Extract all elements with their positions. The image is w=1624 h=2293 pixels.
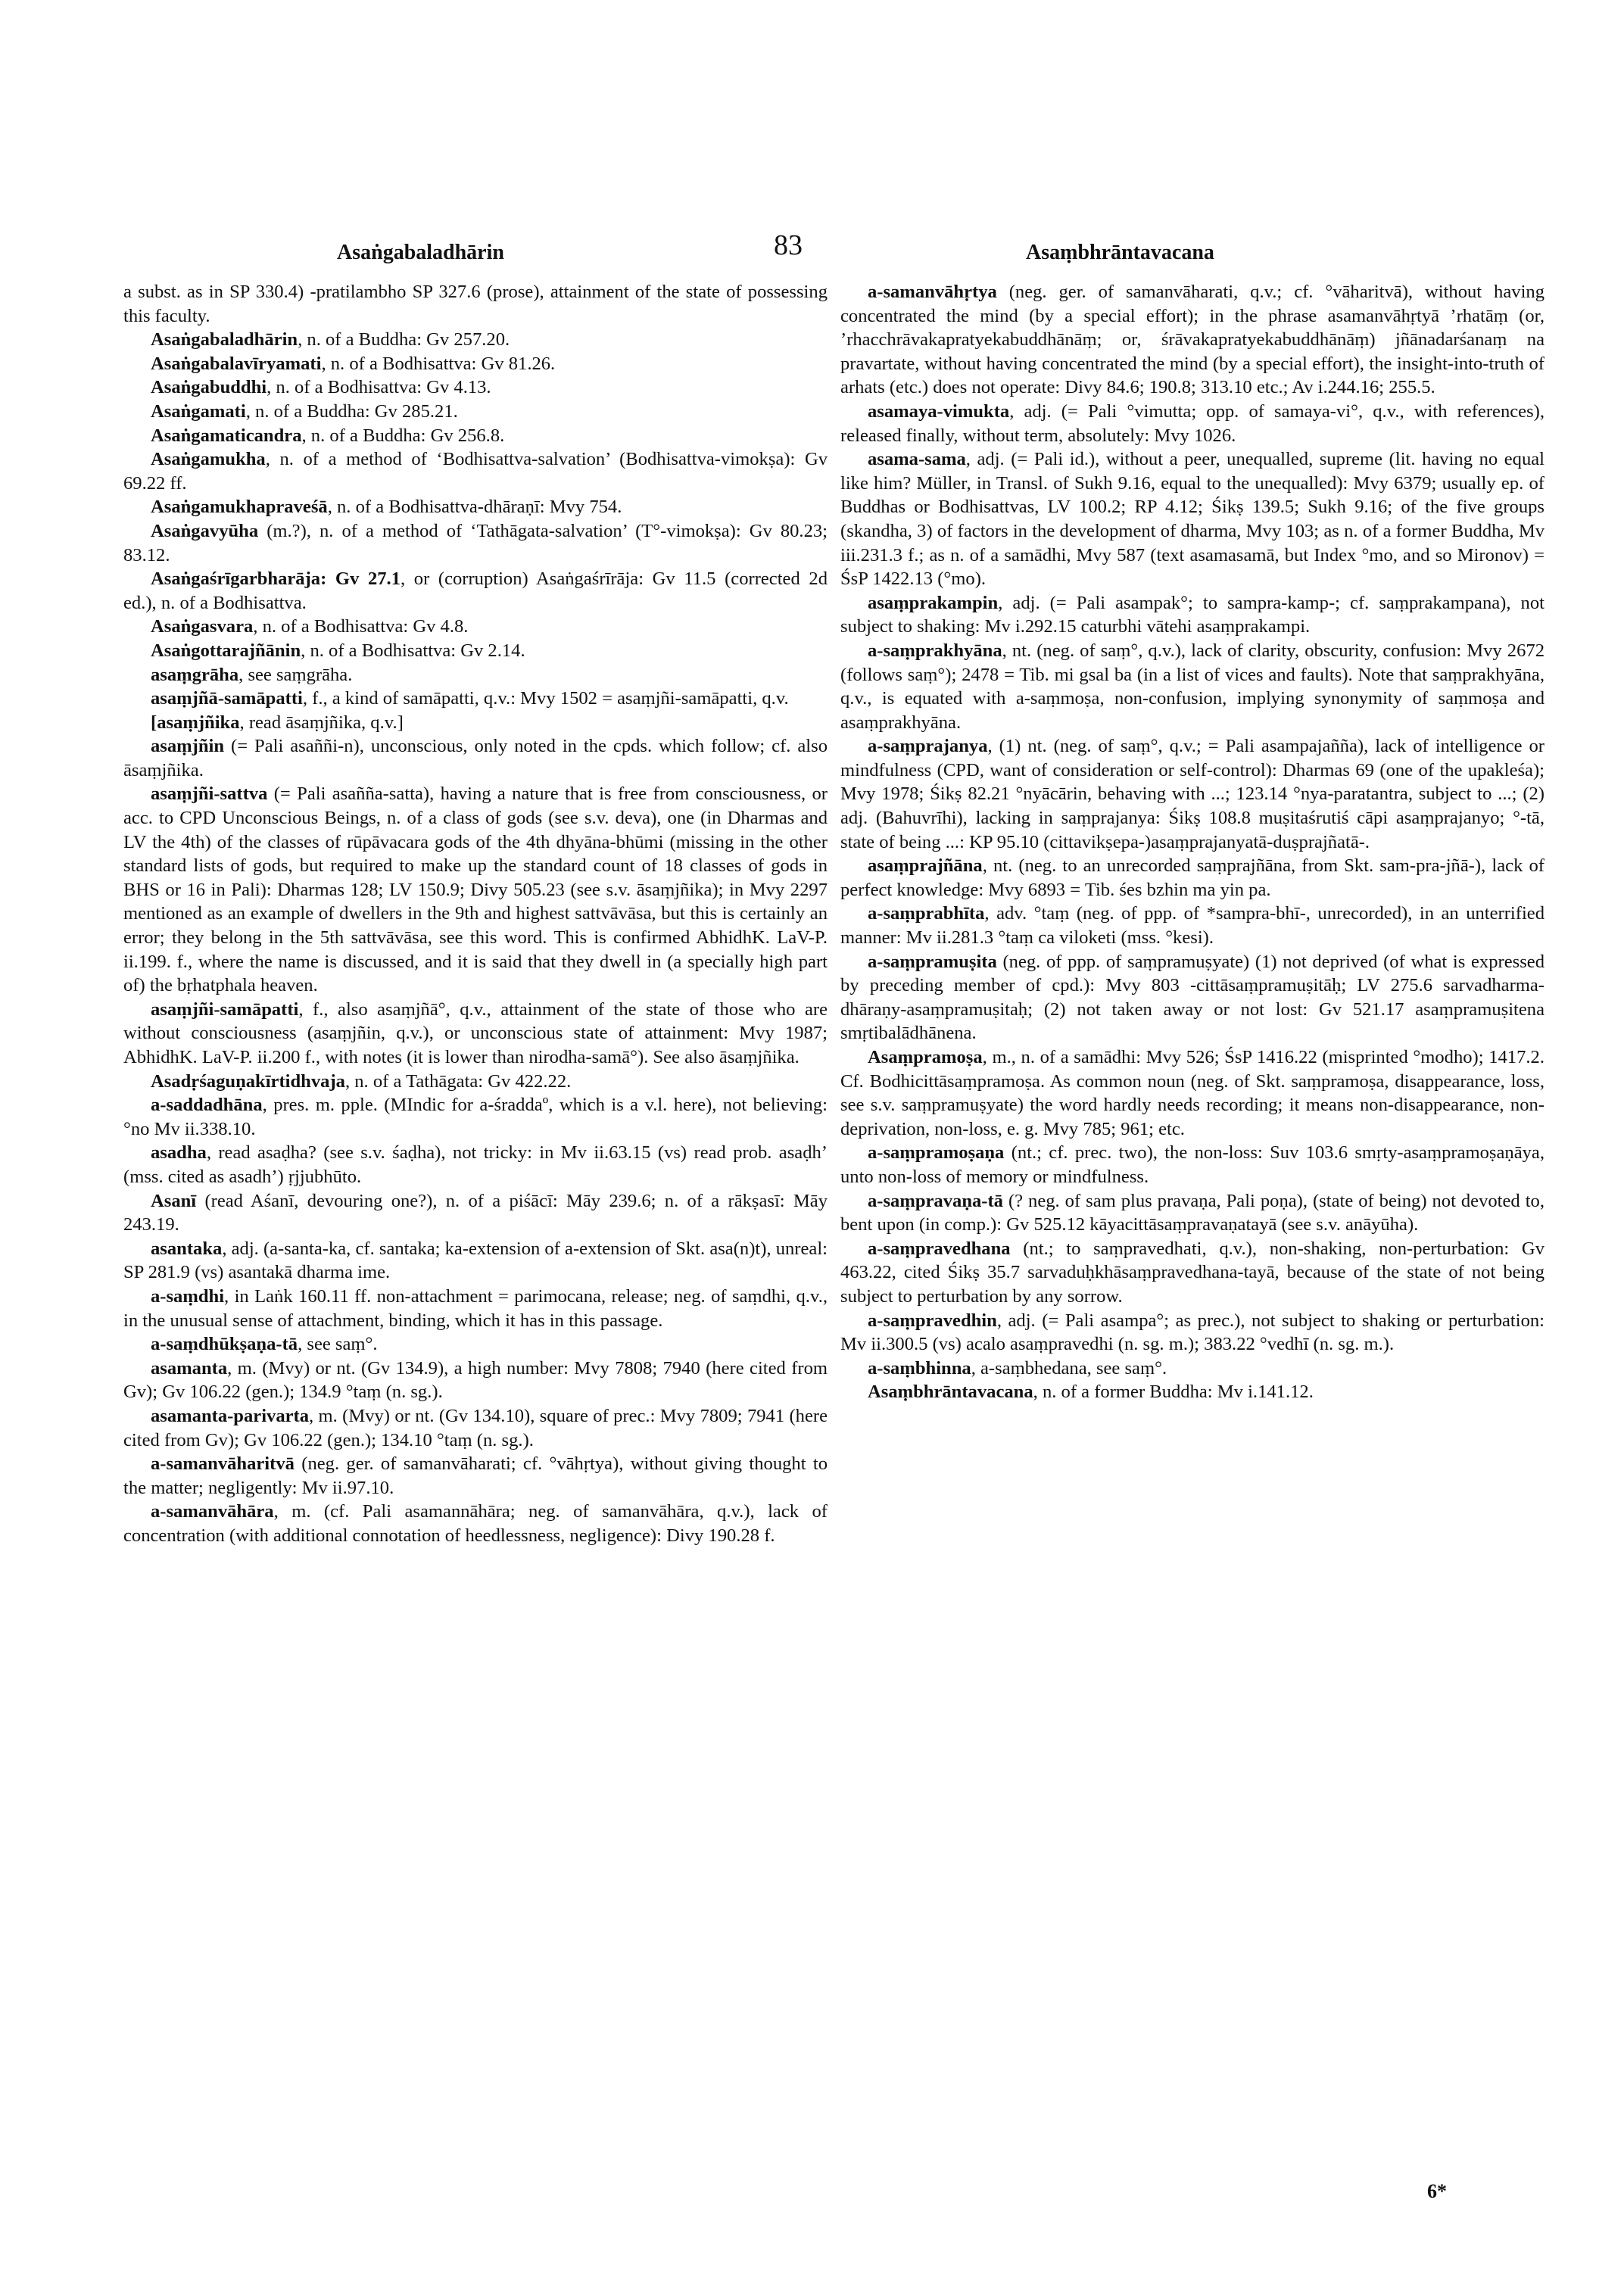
page-number: 83 <box>774 229 803 261</box>
dictionary-entry: a-samanvāharitvā (neg. ger. of samanvāharati; cf. °vāhṛtya), without giving thought to the matter; negligently: Mv ii.97.10. <box>123 1453 828 1498</box>
dictionary-entry: a-saṃprajanya, (1) nt. (neg. of saṃ°, q.v.; = Pali asampajañña), lack of intelligence or mindfulness (CPD, want of consideration or self-control): Dharmas 69 (one of the upakleśa); Mvy 1978; Śikṣ 82.21 °nyācārin, behaving with ...; 123.14 °nya-paratantra, subject to ...; (2) adj. (Bahuvrīhi), lacking in saṃprajanya: Śikṣ 108.8 muṣitaśrutiś cāpi asaṃprajanyo; °-tā, state of being ...: KP 95.10 (cittavikṣepa-)asaṃprajanyatā-duṣprajñatā-. <box>840 736 1545 852</box>
dictionary-entry: Asaṅgottarajñānin, n. of a Bodhisattva: Gv 2.14. <box>151 640 525 661</box>
right-column <box>840 280 1545 1404</box>
dictionary-entry: asantaka, adj. (a-santa-ka, cf. santaka; ka-extension of a-extension of Skt. asa(n)t), unreal: SP 281.9 (vs) asantakā dharma ime. <box>123 1238 828 1283</box>
running-head-left: Asaṅgabaladhārin <box>337 241 504 264</box>
dictionary-entry: Asaṃpramoṣa, m., n. of a samādhi: Mvy 526; ŚsP 1416.22 (misprinted °modho); 1417.2. Cf. Bodhicittāsaṃpramoṣa. As common noun (neg. of Skt. saṃpramoṣa, disappearance, loss, see s.v. saṃpramuṣyate) the word hardly needs recording; it means non-disappearance, non-deprivation, non-loss, e. g. Mvy 785; 961; etc. <box>840 1047 1545 1139</box>
signature-mark: 6* <box>1427 2180 1447 2202</box>
dictionary-entry: a-saṃbhinna, a-saṃbhedana, see saṃ°. <box>868 1357 1167 1379</box>
left-column <box>123 280 828 1547</box>
dictionary-entry: [asaṃjñika, read āsaṃjñika, q.v.] <box>151 712 404 733</box>
dictionary-entry: Asaṅgabuddhi, n. of a Bodhisattva: Gv 4.13. <box>151 377 491 398</box>
dictionary-entry: Asaṅgavyūha (m.?), n. of a method of ‘Tathāgata-salvation’ (T°-vimokṣa): Gv 80.23; 83.12. <box>123 520 828 565</box>
dictionary-entry: Asaṅgamukha, n. of a method of ‘Bodhisattva-salvation’ (Bodhisattva-vimokṣa): Gv 69.22 ff. <box>123 449 828 494</box>
dictionary-entry: asaṃjñā-samāpatti, f., a kind of samāpatti, q.v.: Mvy 1502 = asaṃjñi-samāpatti, q.v. <box>151 688 789 709</box>
dictionary-entry: asaṃgrāha, see saṃgrāha. <box>151 664 353 685</box>
dictionary-entry: a-saṃprakhyāna, nt. (neg. of saṃ°, q.v.), lack of clarity, obscurity, confusion: Mvy 2672 (follows saṃ°); 2478 = Tib. mi gsal ba (in a list of vices and faults). Note that saṃprakhyāna, q.v., is equated with a-saṃmoṣa, non-confusion, implying synonymity of saṃmoṣa and asaṃprakhyāna. <box>840 640 1545 733</box>
dictionary-entry: asaṃjñi-sattva (= Pali asañña-satta), having a nature that is free from consciousness, or acc. to CPD Unconscious Beings, n. of a class of gods (see s.v. deva), one (in Dharmas and LV the 4th) of the classes of rūpāvacara gods of the 4th dhyāna-bhūmi (missing in the other standard lists of gods, but required to make up the standard count of 18 classes of gods in BHS or 16 in Pali): Dharmas 128; LV 150.9; Divy 505.23 (see s.v. āsaṃjñika); in Mvy 2297 mentioned as an example of dwellers in the 9th and highest sattvāvāsa, but this is certainly an error; they belong in the 5th sattvāvāsa, see this word. This is confirmed AbhidhK. LaV-P. ii.199. f., where the name is discussed, and it is said that they dwell in (a specially high part of) the bṛhatphala heaven. <box>123 784 828 996</box>
dictionary-entry: a-saddadhāna, pres. m. pple. (MIndic for a-śraddaº, which is a v.l. here), not believing: °no Mv ii.338.10. <box>123 1095 828 1139</box>
dictionary-entry: a subst. as in SP 330.4) -pratilambho SP 327.6 (prose), attainment of the state of possessing this faculty. <box>123 282 828 326</box>
dictionary-entry: asaṃprajñāna, nt. (neg. to an unrecorded saṃprajñāna, from Skt. sam-pra-jñā-), lack of perfect knowledge: Mvy 6893 = Tib. śes bzhin ma yin pa. <box>840 855 1545 900</box>
dictionary-entry: asamanta-parivarta, m. (Mvy) or nt. (Gv 134.10), square of prec.: Mvy 7809; 7941 (here cited from Gv); Gv 106.22 (gen.); 134.10 °taṃ (n. sg.). <box>123 1405 828 1450</box>
dictionary-entry: a-saṃpramoṣaṇa (nt.; cf. prec. two), the non-loss: Suv 103.6 smṛty-asaṃpramoṣaṇāya, unto non-loss of memory or mindfulness. <box>840 1142 1545 1187</box>
dictionary-entry: a-samanvāhṛtya (neg. ger. of samanvāharati, q.v.; cf. °vāharitvā), without having concentrated the mind (by a special effort); in the phrase asamanvāhṛtyā ’rhatāṃ (or, ’rhacchrāvakapratyekabuddhānāṃ; or, śrāvakapratyekabuddhānāṃ) jñānadarśanaṃ na pravartate, without having concentrated the mind (by a special effort), the insight-into-truth of arhats (etc.) does not operate: Divy 84.6; 190.8; 313.10 etc.; Av i.244.16; 255.5. <box>840 282 1545 398</box>
dictionary-entry: Asaṅgamaticandra, n. of a Buddha: Gv 256.8. <box>151 425 505 446</box>
dictionary-entry: a-samanvāhāra, m. (cf. Pali asamannāhāra; neg. of samanvāhāra, q.v.), lack of concentration (with additional connotation of heedlessness, negligence): Divy 190.28 f. <box>123 1501 828 1546</box>
dictionary-entry: asamanta, m. (Mvy) or nt. (Gv 134.9), a high number: Mvy 7808; 7940 (here cited from Gv); Gv 106.22 (gen.); 134.9 °taṃ (n. sg.). <box>123 1357 828 1403</box>
dictionary-entry: Asadṛśaguṇakīrtidhvaja, n. of a Tathāgata: Gv 422.22. <box>151 1070 572 1092</box>
dictionary-entry: a-saṃpramuṣita (neg. of ppp. of saṃpramuṣyate) (1) not deprived (of what is expressed by preceding member of cpd.): Mvy 803 -cittāsaṃpramuṣitāḥ; LV 275.6 sarvadharma-dhāraṇy-asaṃpramuṣitaḥ; (2) not taken away or not lost: Gv 521.17 asaṃpramuṣitena smṛtibalādhānena. <box>840 951 1545 1044</box>
dictionary-entry: asaṃprakampin, adj. (= Pali asampak°; to sampra-kamp-; cf. saṃprakampana), not subject to shaking: Mv i.292.15 caturbhi vātehi asaṃprakampi. <box>840 592 1545 637</box>
dictionary-entry: Asaṃbhrāntavacana, n. of a former Buddha: Mv i.141.12. <box>868 1382 1314 1403</box>
dictionary-entry: asaṃjñi-samāpatti, f., also asaṃjñā°, q.v., attainment of the state of those who are without consciousness (asaṃjñin, q.v.), or unconscious state of attainment: Mvy 1987; AbhidhK. LaV-P. ii.200 f., with notes (it is lower than nirodha-samā°). See also āsaṃjñika. <box>123 999 828 1067</box>
dictionary-entry: asamaya-vimukta, adj. (= Pali °vimutta; opp. of samaya-vi°, q.v., with references), released finally, without term, absolutely: Mvy 1026. <box>840 400 1545 446</box>
dictionary-entry: a-saṃprabhīta, adv. °taṃ (neg. of ppp. of *sampra-bhī-, unrecorded), in an unterrified manner: Mv ii.281.3 °taṃ ca viloketi (mss. °kesi). <box>840 903 1545 949</box>
dictionary-entry: Asaṅgasvara, n. of a Bodhisattva: Gv 4.8. <box>151 616 469 637</box>
dictionary-entry: asama-sama, adj. (= Pali id.), without a peer, unequalled, supreme (lit. having no equal like him? Müller, in Transl. of Sukh 9.16, equal to the unequalled): Mvy 6379; usually ep. of Buddhas or Bodhisattvas, LV 100.2; RP 4.12; Śikṣ 139.5; Sukh 9.16; of the five groups (skandha, 3) of factors in the development of dharma, Mvy 103; as n. of a former Buddha, Mv iii.231.3 f.; as n. of a samādhi, Mvy 587 (text asamasamā, but Index °mo, and so Mironov) = ŚsP 1422.13 (°mo). <box>840 449 1545 590</box>
dictionary-entry: Asaṅgamukhapraveśā, n. of a Bodhisattva-dhāraṇī: Mvy 754. <box>151 497 622 518</box>
dictionary-entry: Asaṅgaśrīgarbharāja: Gv 27.1, or (corruption) Asaṅgaśrīrāja: Gv 11.5 (corrected 2d ed.), n. of a Bodhisattva. <box>123 569 828 613</box>
dictionary-entry: Asaṅgamati, n. of a Buddha: Gv 285.21. <box>151 400 458 422</box>
dictionary-entry: a-saṃpravedhana (nt.; to saṃpravedhati, q.v.), non-shaking, non-perturbation: Gv 463.22, cited Śikṣ 35.7 sarvaduḥkhāsaṃpravedhana-tayā, because of the state of not being subject to perturbation by any sorrow. <box>840 1238 1545 1307</box>
dictionary-entry: asaṃjñin (= Pali asaññi-n), unconscious, only noted in the cpds. which follow; cf. also āsaṃjñika. <box>123 736 828 780</box>
dictionary-entry: a-saṃpravedhin, adj. (= Pali asampa°; as prec.), not subject to shaking or perturbation: Mv ii.300.5 (vs) acalo asaṃpravedhi (n. sg. m.); 383.22 °vedhī (n. sg. m.). <box>840 1310 1545 1355</box>
dictionary-entry: Asanī (read Aśanī, devouring one?), n. of a piśācī: Māy 239.6; n. of a rākṣasī: Māy 243.19. <box>123 1190 828 1235</box>
dictionary-entry: Asaṅgabalavīryamati, n. of a Bodhisattva: Gv 81.26. <box>151 353 556 374</box>
dictionary-entry: a-saṃpravaṇa-tā (? neg. of sam plus pravaṇa, Pali poṇa), (state of being) not devoted to, bent upon (in comp.): Gv 525.12 kāyacittāsaṃpravaṇatayā (see s.v. anāyūha). <box>840 1190 1545 1235</box>
dictionary-entry: asadha, read asaḍha? (see s.v. śaḍha), not tricky: in Mv ii.63.15 (vs) read prob. asaḍh’ (mss. cited as asadh’) ṛjjubhūto. <box>123 1142 828 1187</box>
dictionary-entry: Asaṅgabaladhārin, n. of a Buddha: Gv 257.20. <box>151 329 510 350</box>
dictionary-entry: a-saṃdhūkṣaṇa-tā, see saṃ°. <box>151 1334 378 1355</box>
dictionary-entry: a-saṃdhi, in Laṅk 160.11 ff. non-attachment = parimocana, release; neg. of saṃdhi, q.v., in the unusual sense of attachment, binding, which it has in this passage. <box>123 1285 828 1331</box>
running-head-right: Asaṃbhrāntavacana <box>1026 241 1214 264</box>
